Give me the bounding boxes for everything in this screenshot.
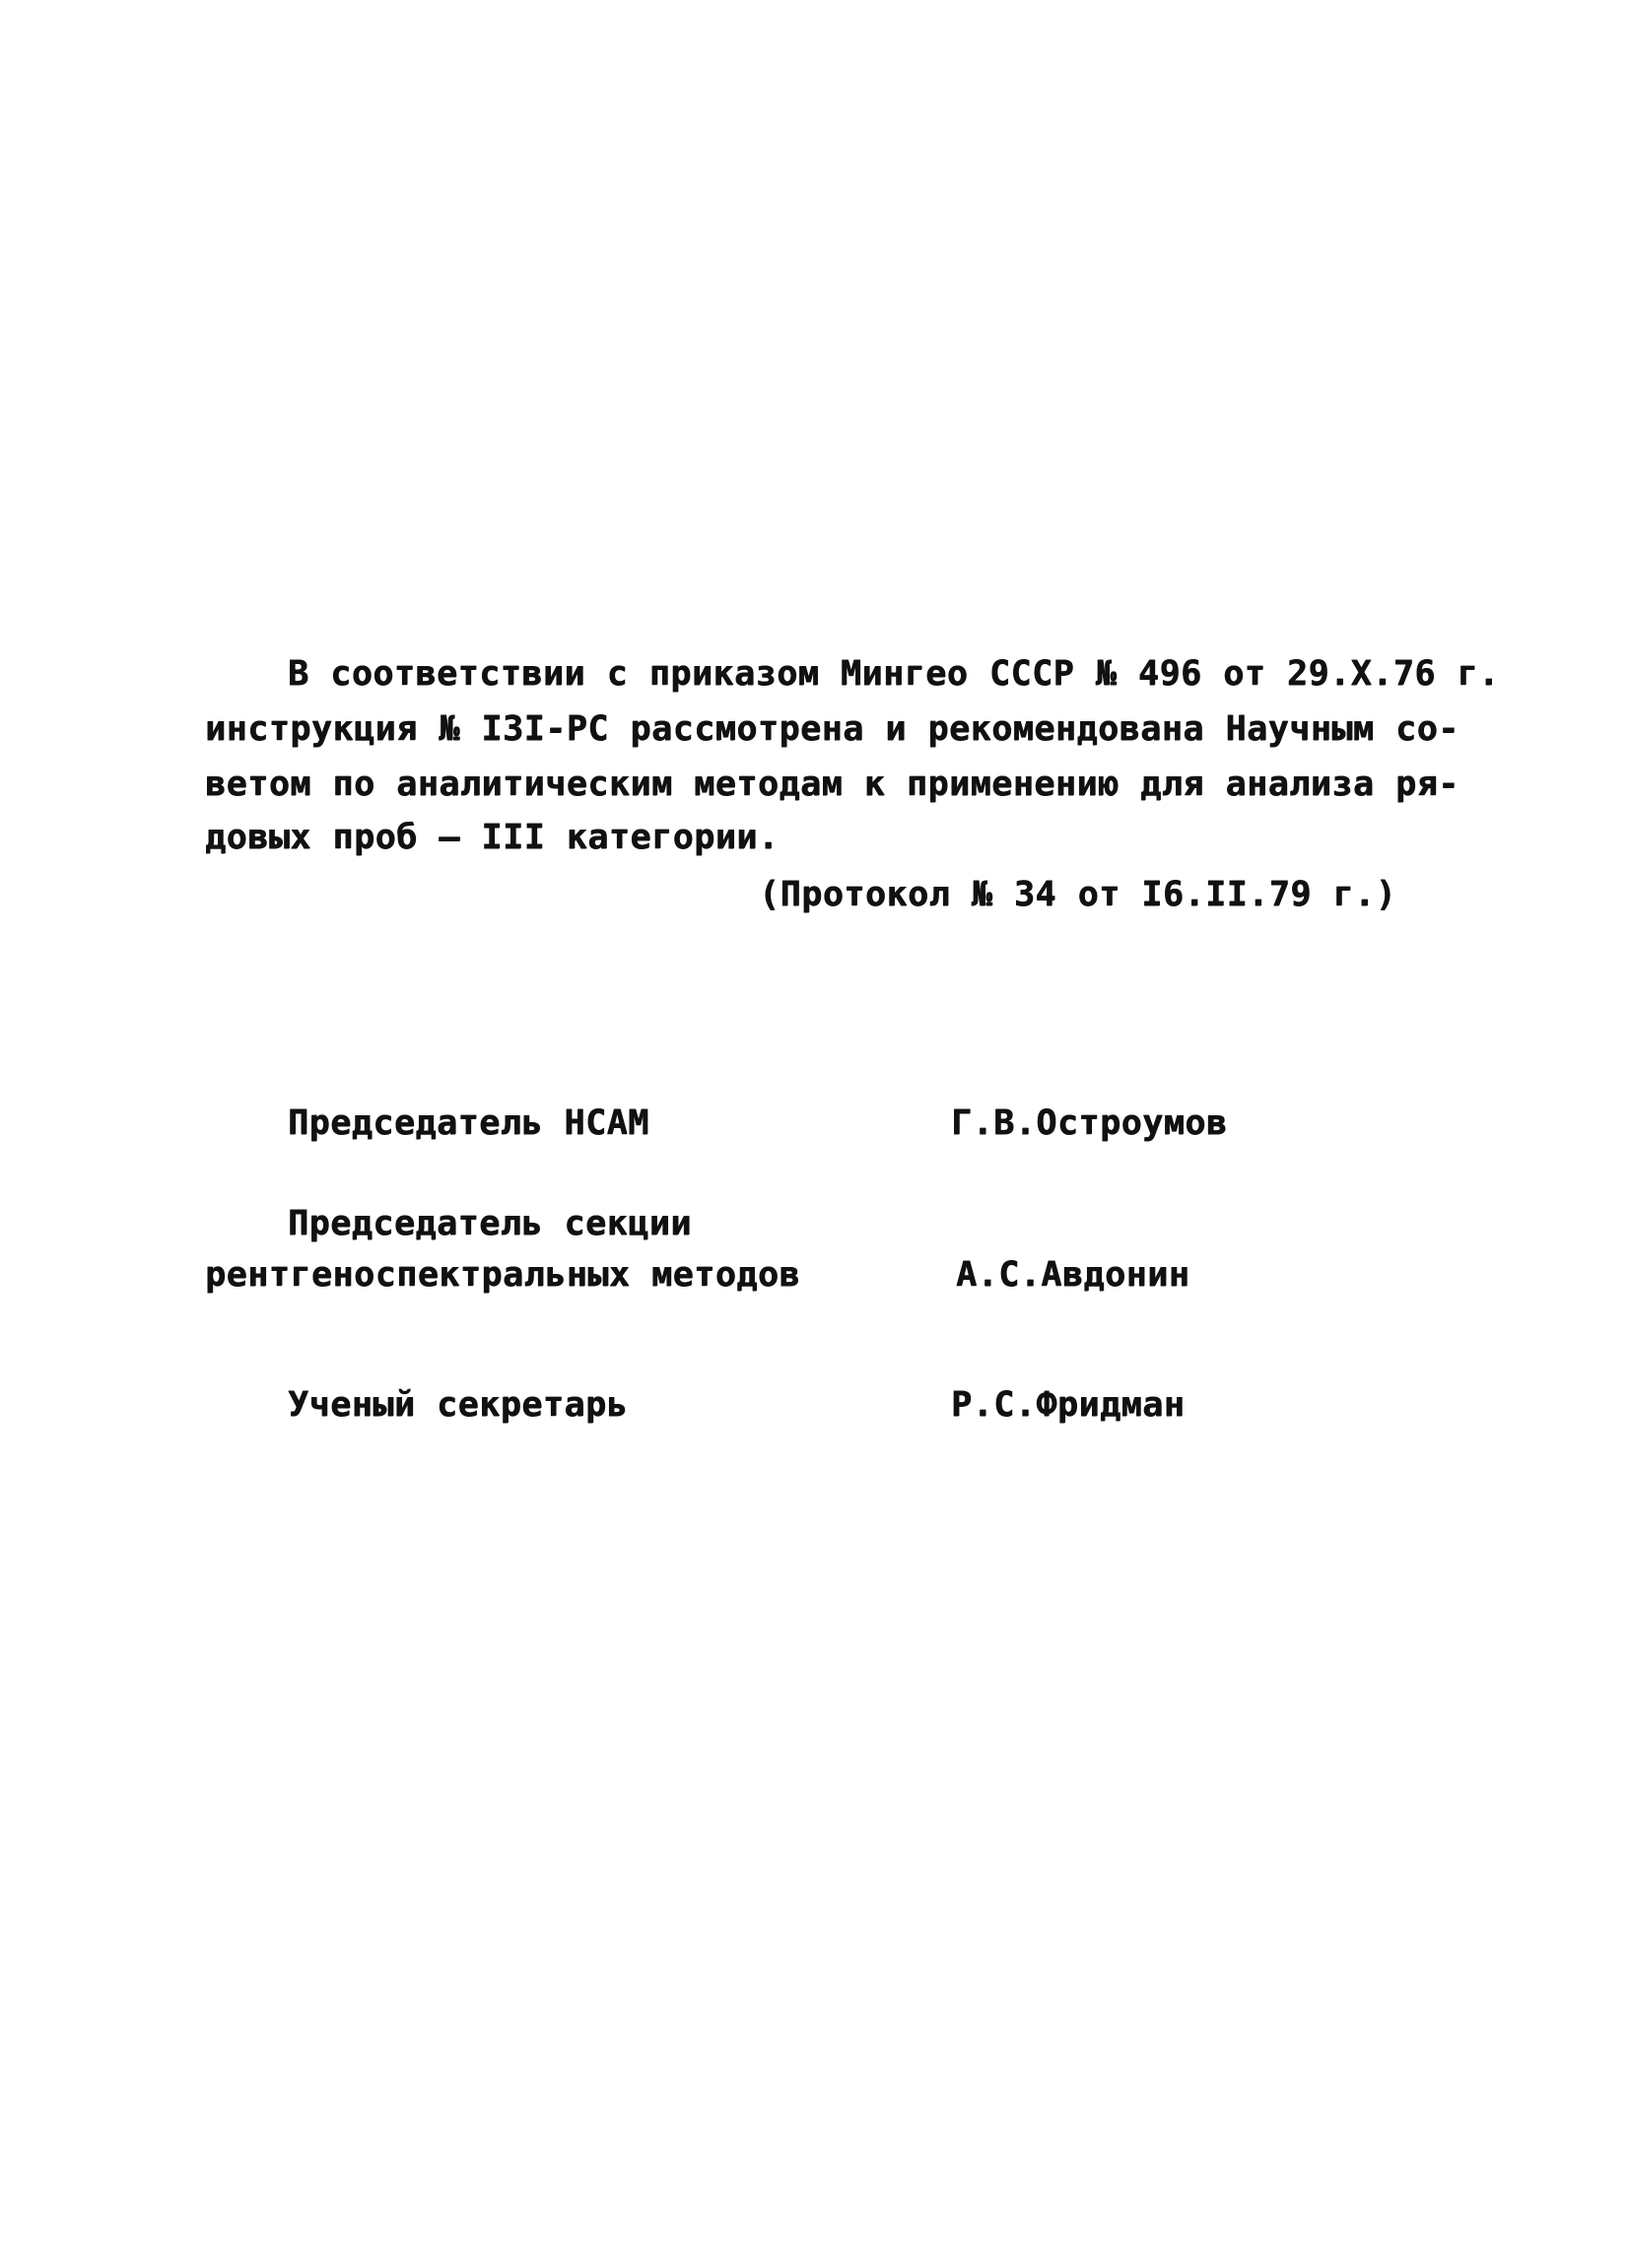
approval-text-line-4: довых проб – III категории. [205,818,780,857]
signatory-name-secretary: Р.С.Фридман [951,1385,1186,1425]
signatory-role-chairman: Председатель НСАМ [288,1103,649,1143]
signatory-role-secretary: Ученый секретарь [288,1385,629,1425]
signatory-name-section-chair: А.С.Авдонин [956,1255,1190,1295]
signatory-role-section-chair-line-1: Председатель секции [288,1204,692,1243]
signatory-name-chairman: Г.В.Остроумов [951,1103,1228,1143]
protocol-reference: (Протокол № 34 от I6.II.79 г.) [759,875,1397,914]
signatory-role-section-chair-line-2: рентгеноспектральных методов [205,1255,801,1295]
approval-text-line-2: инструкция № I3I-РС рассмотрена и рекомендована Научным со- [205,709,1459,749]
approval-text-line-1: В соответствии с приказом Мингео СССР № 496 от 29.X.76 г. [288,654,1500,694]
approval-text-line-3: ветом по аналитическим методам к применению для анализа ря- [205,765,1459,804]
